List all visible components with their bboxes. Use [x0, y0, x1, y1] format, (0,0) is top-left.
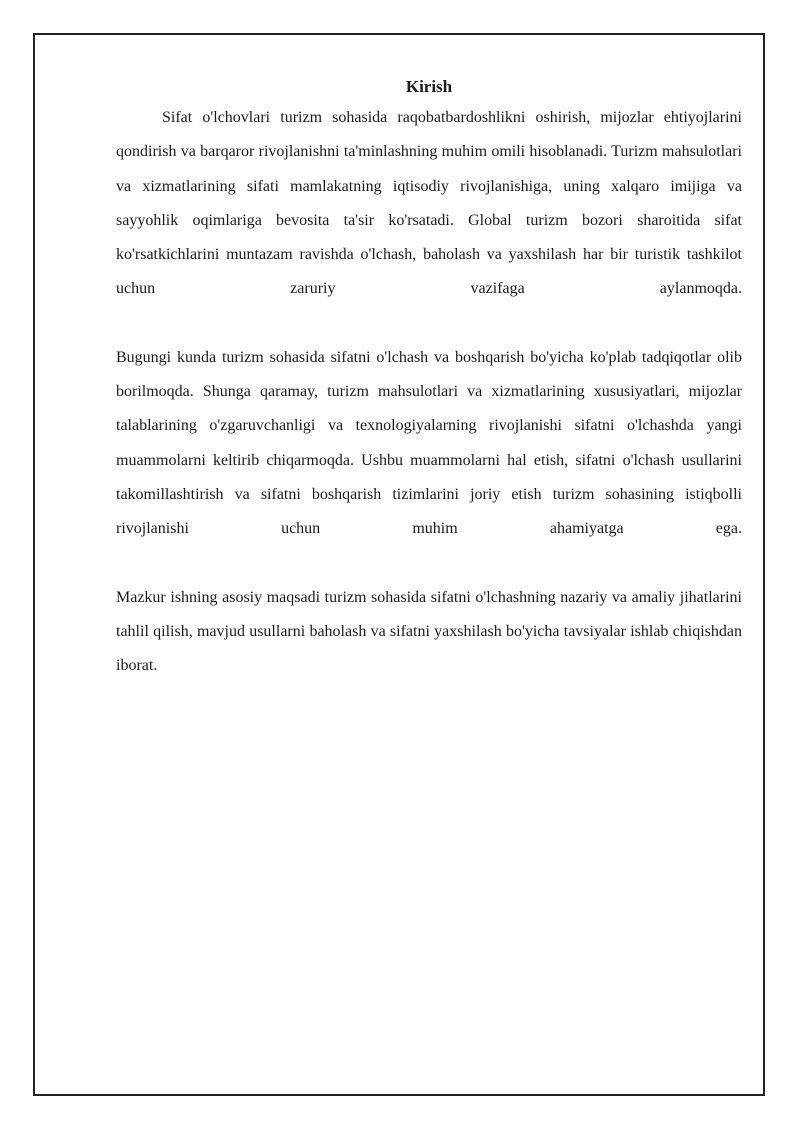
- paragraph-spacer: [116, 547, 742, 581]
- paragraph-intro: Sifat o'lchovlari turizm sohasida raqobatbardoshlikni oshirish, mijozlar ehtiyojlarini qondirish va barqaror rivojlanishni ta'minlashning muhim omili hisoblanadi. Turizm mahsulotlari va xizmatlarining sifati mamlakatning iqtisodiy rivojlanishiga, uning xalqaro imijiga va sayyohlik oqimlariga bevosita ta'sir ko'rsatadi. Global turizm bozori sharoitida sifat ko'rsatkichlarini muntazam ravishda o'lchash, baholash va yaxshilash har bir turistik tashkilot uchun zaruriy vazifaga aylanmoqda.: [116, 109, 742, 298]
- paragraph-goal: Mazkur ishning asosiy maqsadi turizm sohasida sifatni o'lchashning nazariy va amaliy jihatlarini tahlil qilish, mavjud usullarni baholash va sifatni yaxshilash bo'yicha tavsiyalar ishlab chiqishdan iborat.: [116, 588, 742, 675]
- document-body: [116, 75, 742, 683]
- paragraph-research: Bugungi kunda turizm sohasida sifatni o'lchash va boshqarish bo'yicha ko'plab tadqiqotlar olib borilmoqda. Shunga qaramay, turizm mahsulotlari va xizmatlarining xususiyatlari, mijozlar talablarining o'zgaruvchanligi va texnologiyalarning rivojlanishi sifatni o'lchashda yangi muammolarni keltirib chiqarmoqda. Ushbu muammolarni hal etish, sifatni o'lchash usullarini takomillashtirish va sifatni boshqarish tizimlarini joriy etish turizm sohasining istiqbolli rivojlanishi uchun muhim ahamiyatga ega.: [116, 348, 742, 538]
- page-title: Kirish: [405, 77, 453, 96]
- paragraph-spacer: [116, 307, 742, 341]
